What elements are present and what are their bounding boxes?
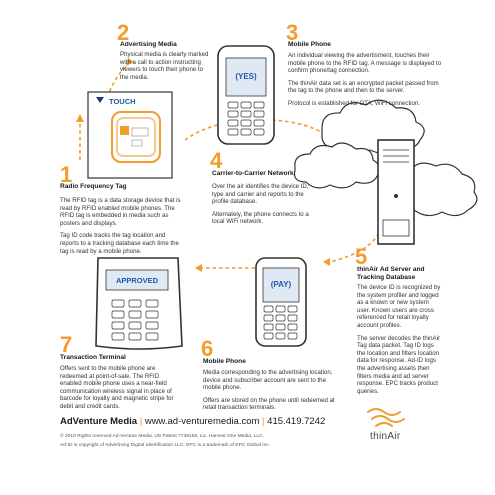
step-number-6: 6 bbox=[201, 336, 214, 361]
step-7-paragraph-1: Offers sent to the mobile phone are redeemed at point-of-sale. The RFID enabled mobile phone uses a near-field communication wireless signal in place of barcode for loyalty and magnetic stripe for debit and credit cards. bbox=[60, 365, 174, 411]
step-title-5: thinAir Ad Server and Tracking Database bbox=[357, 266, 425, 281]
mobile-phone-3-illustration bbox=[218, 46, 274, 144]
step-number-7: 7 bbox=[60, 332, 73, 357]
step-body-4 bbox=[212, 183, 312, 231]
footer-legal-line-2: Ad-ID is copyright of Advertising Digital Identification LLC; EPC is a trademark of EPC Global Inc. bbox=[60, 443, 271, 448]
step-body-6 bbox=[203, 369, 339, 417]
step-title-7: Transaction Terminal bbox=[60, 354, 126, 361]
step-1-paragraph-2: Tag ID code tracks the tag location and reports to a tracking database each time the tag is read by a mobile phone. bbox=[60, 232, 179, 255]
rfid-chip-icon bbox=[120, 126, 129, 135]
touch-label: TOUCH bbox=[109, 97, 136, 106]
transaction-terminal-illustration bbox=[96, 258, 182, 349]
mobile-phone-6-illustration bbox=[256, 258, 306, 346]
thinair-logo-text: thinAir bbox=[370, 431, 401, 442]
step-6-paragraph-1: Media corresponding to the advertising location, device and subscriber account are sent to the mobile phone. bbox=[203, 369, 333, 392]
step-5-paragraph-2: The server decodes the thinAir Tag data packet. Tag ID logs the location and filters location data for response. Ad-ID logs the advertising assets then filters media and ad server response. EPC tracks product queries. bbox=[357, 334, 440, 395]
step-number-4: 4 bbox=[210, 148, 223, 173]
footer-legal-line-1: © 2010 Rights reserved Ad-Venture Media. US Patent 7739158, Lic. Harvest One Media, LLC. bbox=[60, 434, 264, 439]
step-body-5 bbox=[357, 284, 443, 401]
step-number-5: 5 bbox=[355, 244, 368, 269]
step-number-2: 2 bbox=[117, 20, 130, 45]
footer-phone: 415.419.7242 bbox=[267, 416, 326, 427]
step-title-2: Advertising Media bbox=[120, 41, 177, 48]
step-3-paragraph-1: An individual viewing the advertisment, touches their mobile phone to the RFID tag. A message is displayed to confirm phone/tag connection. bbox=[288, 52, 442, 75]
step-1-paragraph-1: The RFID tag is a data storage device that is read by RFID enabled mobile phones. The RFID tag is embedded in media such as posters and displays. bbox=[60, 197, 181, 227]
pay-screen-label: (PAY) bbox=[270, 280, 292, 289]
footer-separator: | bbox=[139, 416, 145, 427]
step-title-4: Carrier-to-Carrier Network bbox=[212, 170, 294, 177]
step-4-paragraph-2: Alternately, the phone connects to a local WiFi network. bbox=[212, 210, 309, 226]
step-2-paragraph-1: Physical media is clearly marked with a call to action instructing viewers to touch their phone to the media. bbox=[120, 51, 209, 81]
step-body-2 bbox=[120, 51, 210, 86]
step-6-paragraph-2: Offers are stored on the phone until redeemed at retail transaction terminals. bbox=[203, 396, 335, 412]
step-body-3 bbox=[288, 52, 446, 113]
step-5-paragraph-1: The device ID is recognized by the system profiler and logged as a known or new system user. Known users are cross referenced for retail loyalty account profiles. bbox=[357, 284, 441, 330]
footer-website-link[interactable]: www.ad-venturemedia.com bbox=[144, 416, 260, 427]
step-number-3: 3 bbox=[286, 20, 299, 45]
step-title-1: Radio Frequency Tag bbox=[60, 183, 127, 190]
step-title-6: Mobile Phone bbox=[203, 358, 246, 365]
step-3-paragraph-2: The thinAir data set is an encrypted packet passed from the tag to the phone and then to the server. bbox=[288, 79, 439, 95]
step-title-3: Mobile Phone bbox=[288, 41, 331, 48]
step-body-1 bbox=[60, 197, 182, 260]
ad-server-illustration bbox=[378, 140, 414, 244]
step-number-1: 1 bbox=[60, 162, 73, 187]
step-3-paragraph-3: Protocol is established for OTA, WiFi connection. bbox=[288, 100, 420, 108]
footer-separator: | bbox=[262, 416, 268, 427]
yes-screen-label: (YES) bbox=[235, 72, 257, 81]
approved-screen-label: APPROVED bbox=[115, 276, 159, 285]
thinair-logo-icon bbox=[368, 409, 404, 426]
step-4-paragraph-1: Over the air identifies the device ID, type and carrier and reports to the profile database. bbox=[212, 183, 309, 206]
step-body-7 bbox=[60, 365, 178, 416]
footer-brand-name: AdVenture Media bbox=[60, 416, 138, 427]
footer-contact-line bbox=[60, 416, 325, 427]
